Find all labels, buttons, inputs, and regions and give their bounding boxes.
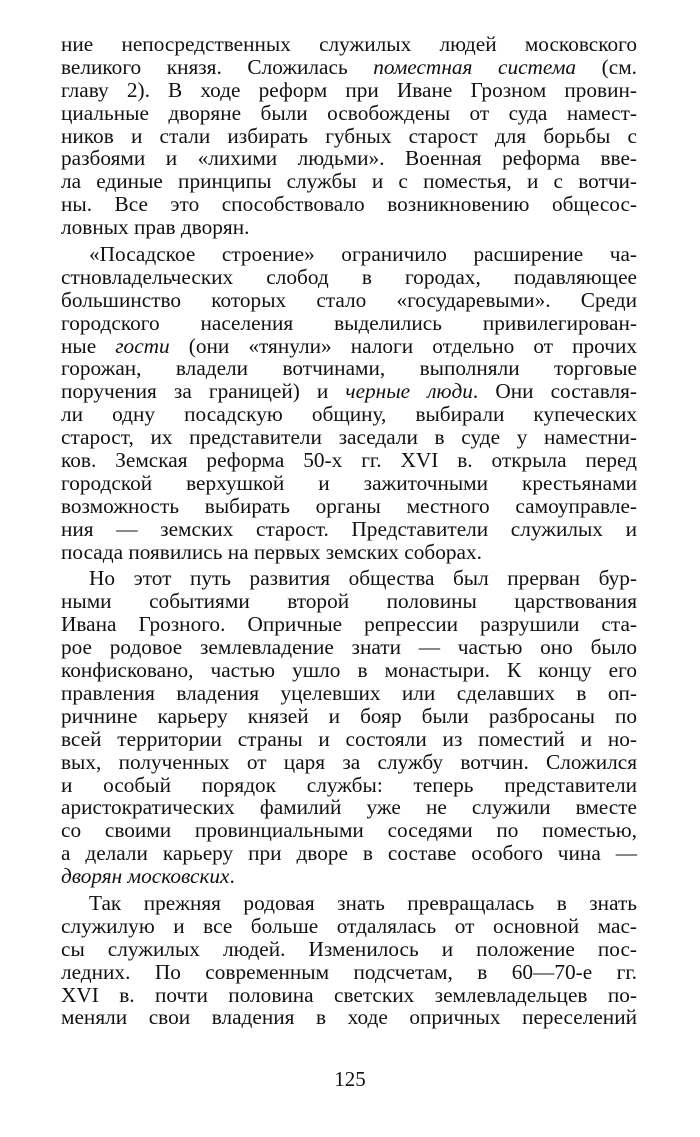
italic-term: гости (115, 333, 170, 358)
text-line: стновладельческих слобод в городах, подавляющее (61, 264, 637, 289)
text-line: XVI в. почти половина светских землевладельцев по- (61, 982, 637, 1007)
text-line: правления владения уцелевших или сделавших в оп- (61, 680, 637, 705)
text-line: и особый порядок службы: теперь представители (61, 772, 637, 797)
text-line: а делали карьеру при дворе в составе особого чина — (61, 841, 637, 866)
text-line: посада появились на первых земских соборах. (61, 539, 482, 564)
text-line: ными событиями второй половины царствования (61, 589, 637, 614)
text-line: «Посадское строение» ограничило расширение ча- (89, 242, 637, 267)
text-line: поручения за границей) и черные люди. Они составля- (61, 379, 637, 404)
page-text (61, 33, 637, 1029)
text-line: возможность выбирать органы местного самоуправле- (61, 493, 637, 518)
paragraph-4 (61, 892, 637, 1029)
italic-term: поместная система (373, 54, 577, 79)
text-line: великого князя. Сложилась поместная система (см. (61, 54, 637, 79)
text-line: вых, полученных от царя за службу вотчин. Сложился (61, 749, 637, 774)
text-line: главу 2). В ходе реформ при Иване Грозном провин- (61, 77, 637, 102)
text-line: конфисковано, частью ушло в монастыри. К концу его (61, 658, 637, 683)
text-line: Так прежняя родовая знать превращалась в знать (89, 890, 637, 915)
text-line: горожан, владели вотчинами, выполняли торговые (61, 356, 637, 381)
text-line: ла единые принципы службы и с поместья, и с вотчи- (61, 169, 637, 194)
text-line: ны. Все это способствовало возникновению общесос- (61, 192, 637, 217)
paragraph-1 (61, 33, 637, 239)
text-line: Но этот путь развития общества был прерван бур- (89, 566, 637, 591)
text-line: разбоями и «лихими людьми». Военная реформа вве- (61, 146, 637, 171)
text-line: городского населения выделились привилегирован- (61, 310, 637, 335)
text-line: аристократических фамилий уже не служили вместе (61, 795, 637, 820)
text-line: меняли свои владения в ходе опричных переселений (61, 1005, 637, 1030)
text-line: ричнине карьеру князей и бояр были разбросаны по (61, 703, 637, 728)
text-line: ния — земских старост. Представители служилых и (61, 516, 637, 541)
text-line: служилую и все больше отдалялась от основной мас- (61, 913, 637, 938)
text-line: ловных прав дворян. (61, 215, 250, 240)
text-line: большинство которых стало «государевыми». Среди (61, 287, 637, 312)
text-line: старост, их представители заседали в суде у наместни- (61, 425, 637, 450)
text-line: всей территории страны и состояли из поместий и но- (61, 726, 637, 751)
text-line: циальные дворяне были освобождены от суда намест- (61, 100, 637, 125)
text-line: со своими провинциальными соседями по поместью, (61, 818, 637, 843)
text-line: дворян московских. (61, 864, 235, 889)
text-line: ников и стали избирать губных старост для борьбы с (61, 123, 637, 148)
text-line: ков. Земская реформа 50-х гг. XVI в. открыла перед (61, 448, 637, 473)
text-line: рое родовое землевладение знати — частью оно было (61, 635, 637, 660)
text-line: сы служилых людей. Изменилось и положение пос- (61, 936, 637, 961)
italic-term: черные люди (345, 379, 473, 404)
page-number: 125 (334, 1067, 366, 1091)
text-line: ние непосредственных служилых людей московского (61, 32, 637, 56)
text-line: Ивана Грозного. Опричные репрессии разрушили ста- (61, 612, 637, 637)
text-line: ные гости (они «тянули» налоги отдельно от прочих (61, 333, 637, 358)
paragraph-3 (61, 567, 637, 887)
text-line: ли одну посадскую общину, выбирали купеческих (61, 402, 637, 427)
italic-term: дворян московских (61, 864, 230, 889)
text-line: ледних. По современным подсчетам, в 60—70-е гг. (61, 959, 637, 984)
text-line: городской верхушкой и зажиточными крестьянами (61, 470, 637, 495)
paragraph-2 (61, 243, 637, 563)
